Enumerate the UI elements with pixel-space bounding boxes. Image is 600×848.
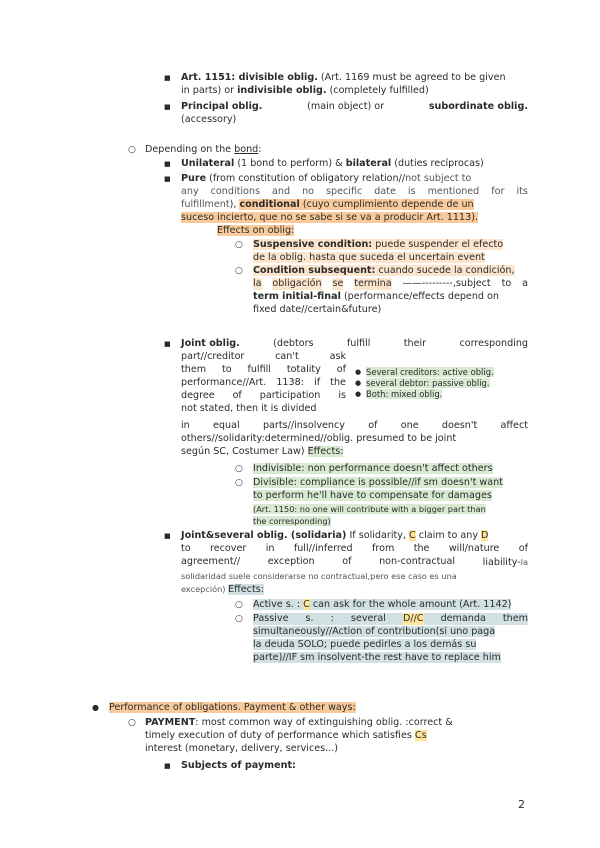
circle-bullet-icon: [128, 145, 136, 155]
text-line: Subjects of payment:: [181, 760, 296, 771]
section-heading: Performance of obligations. Payment & other ways:: [109, 702, 356, 713]
circle-bullet-icon: [128, 718, 136, 728]
text-line: any conditions and no specific date is mentioned for its: [181, 186, 528, 197]
text-line: fixed date//certain&future): [253, 304, 382, 315]
text-line: part//creditor can't ask: [181, 351, 346, 362]
text-line: term initial-final (performance/effects depend on: [253, 291, 500, 302]
text-line: Condition subsequent: cuando sucede la condición,: [253, 265, 515, 276]
square-bullet-icon: [164, 174, 171, 184]
square-bullet-icon: [164, 339, 171, 349]
text-line: (accessory): [181, 114, 237, 125]
text-line: suceso incierto, que no se sabe si se va a producir Art. 1113).: [181, 212, 478, 223]
text-line: them to fulfill totality of: [181, 364, 346, 375]
list-item: ● several debtor: passive oblig.: [352, 378, 530, 389]
text-line: simultaneously//Action of contribution(si uno paga: [253, 626, 496, 637]
list-item: ● Several creditors: active oblig.: [352, 367, 530, 378]
section-heading: Depending on the bond:: [145, 144, 262, 155]
text-line: Pure (from constitution of obligatory relation//not subject to: [181, 173, 472, 184]
text-line: agreement// exception of non-contractual liability-la: [181, 556, 528, 568]
square-bullet-icon: [164, 102, 171, 112]
text-line: excepción) Effects:: [181, 584, 264, 595]
square-bullet-icon: [164, 761, 171, 771]
text-line: la deuda SOLO; puede pedirles a los demás su: [253, 639, 477, 650]
text-line: to perform he'll have to compensate for damages: [253, 490, 492, 501]
round-bullet-icon: [92, 703, 99, 713]
circle-bullet-icon: [235, 240, 243, 250]
text-line: to recover in full//inferred from the will/nature of: [181, 543, 528, 554]
text-line: PAYMENT: most common way of extinguishing oblig. :correct &: [145, 717, 453, 728]
circle-bullet-icon: [235, 464, 243, 474]
text-line: in parts) or indivisible oblig. (completely fulfilled): [181, 85, 429, 96]
joint-oblig-note-box: [352, 367, 530, 400]
square-bullet-icon: [164, 73, 171, 83]
text-line: Art. 1151: divisible oblig. (Art. 1169 must be agreed to be given: [181, 72, 506, 83]
text-line: Effects on oblig:: [217, 225, 295, 236]
text-line: degree of participation is: [181, 390, 346, 401]
circle-bullet-icon: [235, 600, 243, 610]
text-line: the corresponding): [253, 516, 331, 526]
text-line: según SC, Costumer Law) Effects:: [181, 446, 344, 457]
text-line: Unilateral (1 bond to perform) & bilateral (duties recíprocas): [181, 158, 484, 169]
square-bullet-icon: [164, 531, 171, 541]
text-line: solidaridad suele considerarse no contractual,pero ese caso es una: [181, 571, 457, 581]
text-line: not stated, then it is divided: [181, 403, 317, 414]
list-item: ● Both: mixed oblig.: [352, 389, 530, 400]
text-line: Suspensive condition: puede suspender el efecto: [253, 239, 504, 250]
text-line: Indivisible: non performance doesn't affect others: [253, 463, 493, 474]
text-line: parte)//IF sm insolvent-the rest have to replace him: [253, 652, 501, 663]
text-line: in equal parts//insolvency of one doesn't affect: [181, 420, 528, 431]
text-line: Joint oblig. (debtors fulfill their corresponding: [181, 338, 528, 349]
text-line: fulfillment), conditional (cuyo cumplimiento depende de un: [181, 199, 474, 210]
text-line: (Art. 1150: no one will contribute with a bigger part than: [253, 504, 486, 514]
circle-bullet-icon: [235, 614, 243, 624]
text-line: Passive s. : several D//C demanda them: [253, 613, 528, 624]
text-line: interest (monetary, delivery, services...): [145, 743, 339, 754]
text-line: performance//Art. 1138: if the: [181, 377, 346, 388]
circle-bullet-icon: [235, 478, 243, 488]
text-line: Joint&several oblig. (solidaria) If solidarity, C claim to any D: [181, 530, 489, 541]
circle-bullet-icon: [235, 266, 243, 276]
page-number: 2: [518, 798, 525, 811]
text-line: de la oblig. hasta que suceda el uncertain event: [253, 252, 485, 263]
text-line: la obligación se termina ——---------,subject to a: [253, 278, 528, 289]
text-line: timely execution of duty of performance which satisfies Cs: [145, 730, 427, 741]
text-line: Principal oblig. (main object) or subordinate oblig.: [181, 101, 528, 112]
text-line: Divisible: compliance is possible//if sm doesn't want: [253, 477, 503, 488]
text-line: Active s. : C can ask for the whole amount (Art. 1142): [253, 599, 512, 610]
text-line: others//solidarity:determined//oblig. presumed to be joint: [181, 433, 457, 444]
square-bullet-icon: [164, 159, 171, 169]
